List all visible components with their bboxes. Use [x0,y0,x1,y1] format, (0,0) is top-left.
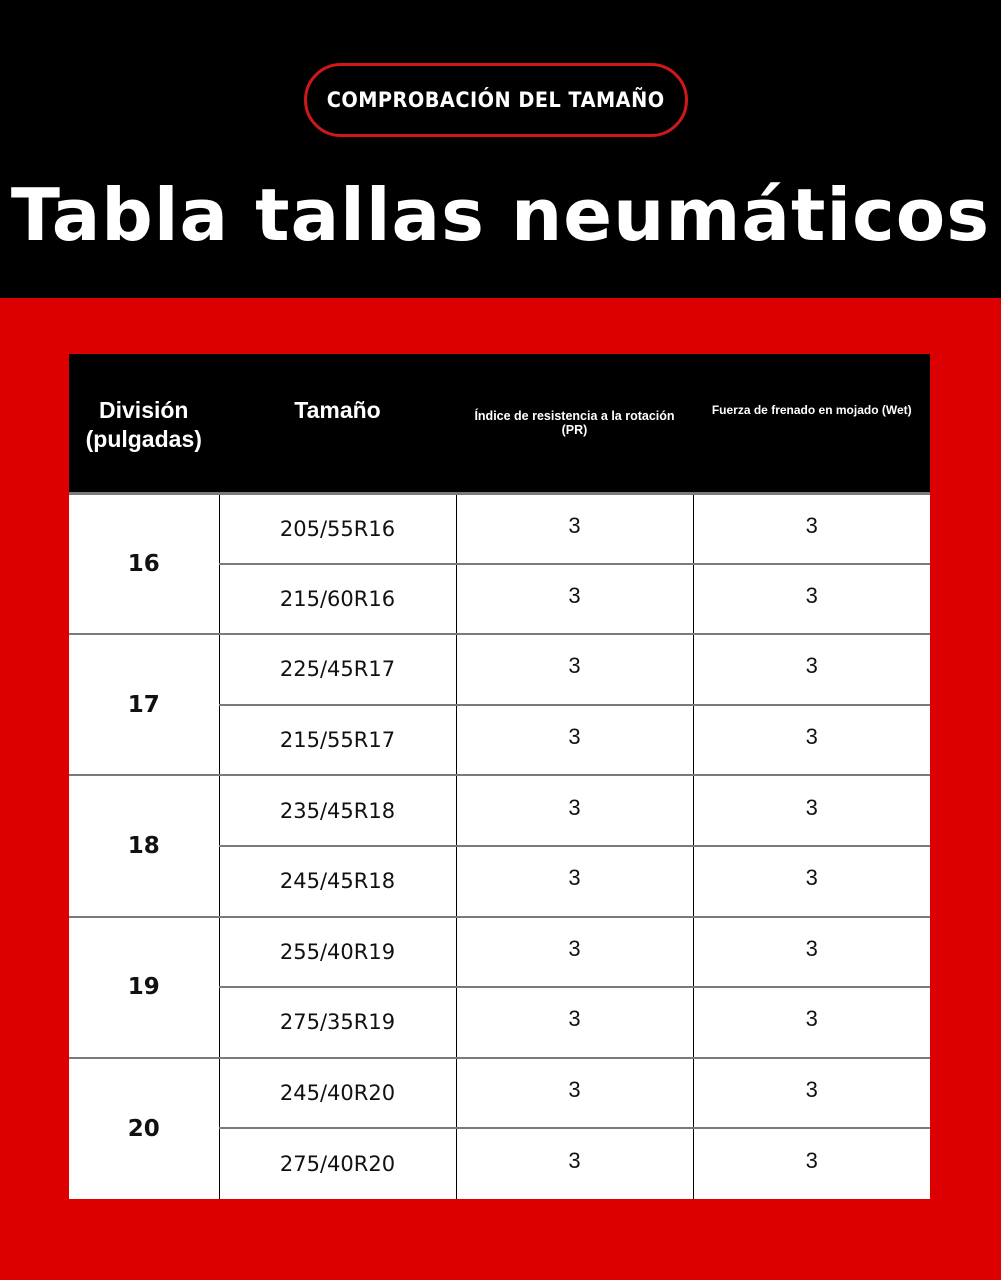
pr-cell: 3 [456,705,693,776]
size-cell: 215/60R16 [219,564,456,635]
column-header-label: Tamaño [294,397,381,423]
column-header-label: Fuerza de frenado en mojado (Wet) [711,403,912,417]
division-cell: 16 [69,493,219,634]
wet-cell: 3 [693,917,930,988]
wet-cell: 3 [693,705,930,776]
wet-cell: 3 [693,634,930,705]
division-cell: 19 [69,917,219,1058]
wet-cell: 3 [693,846,930,917]
column-header-label: Índice de resistencia a la rotación (PR) [474,409,675,437]
size-cell: 225/45R17 [219,634,456,705]
pr-cell: 3 [456,987,693,1058]
header-band [0,0,1001,298]
column-header-wet-braking [693,354,930,493]
wet-cell: 3 [693,775,930,846]
page-title: Tabla tallas neumáticos [10,173,991,257]
wet-cell: 3 [693,987,930,1058]
division-cell: 17 [69,634,219,775]
size-cell: 205/55R16 [219,493,456,564]
pr-cell: 3 [456,846,693,917]
size-cell: 235/45R18 [219,775,456,846]
column-header-rolling-resistance [456,354,693,493]
table-row [69,493,930,564]
size-check-badge [304,63,688,137]
tire-size-table [69,354,930,1199]
table-row [69,634,930,705]
wet-cell: 3 [693,1058,930,1129]
size-cell: 215/55R17 [219,705,456,776]
size-cell: 245/40R20 [219,1058,456,1129]
pr-cell: 3 [456,775,693,846]
pr-cell: 3 [456,634,693,705]
pr-cell: 3 [456,493,693,564]
wet-cell: 3 [693,564,930,635]
wet-cell: 3 [693,493,930,564]
pr-cell: 3 [456,564,693,635]
pr-cell: 3 [456,1058,693,1129]
division-cell: 20 [69,1058,219,1199]
badge-label: COMPROBACIÓN DEL TAMAÑO [327,88,665,112]
column-header-size [219,354,456,493]
table-row [69,1058,930,1129]
table-header-row [69,354,930,493]
column-header-label: División (pulgadas) [85,397,202,452]
table-row [69,775,930,846]
pr-cell: 3 [456,1128,693,1199]
pr-cell: 3 [456,917,693,988]
division-cell: 18 [69,775,219,916]
size-cell: 245/45R18 [219,846,456,917]
wet-cell: 3 [693,1128,930,1199]
table-row [69,917,930,988]
size-cell: 275/40R20 [219,1128,456,1199]
size-cell: 275/35R19 [219,987,456,1058]
column-header-division [69,354,219,493]
size-cell: 255/40R19 [219,917,456,988]
